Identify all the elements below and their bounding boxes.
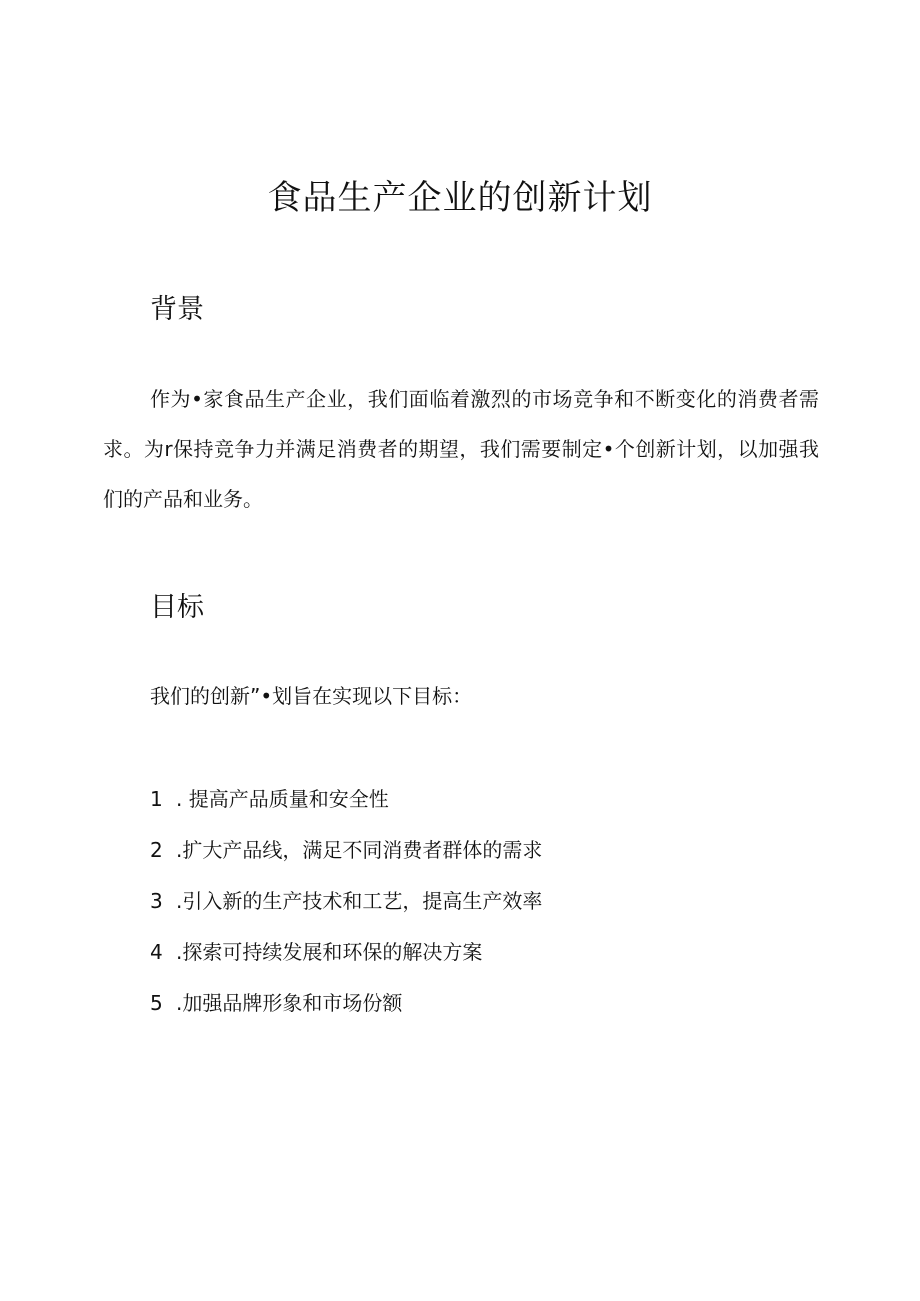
background-paragraph: 作为•家食品生产企业，我们面临着激烈的市场竞争和不断变化的消费者需求。为r保持竞争力并满足消费者的期望，我们需要制定•个创新计划，以加强我们的产品和业务。 bbox=[103, 387, 819, 511]
goal-number: 3 bbox=[150, 889, 163, 913]
goal-number: 2 bbox=[150, 838, 163, 862]
goals-intro: 我们的创新”•划旨在实现以下目标： bbox=[150, 684, 473, 708]
goal-number: 1 bbox=[150, 787, 163, 811]
goal-item bbox=[150, 933, 542, 984]
goal-text: .探索可持续发展和环保的解决方案 bbox=[176, 940, 483, 964]
goal-item bbox=[150, 831, 542, 882]
goal-text: .引入新的生产技术和工艺，提高生产效率 bbox=[176, 889, 543, 913]
goal-list bbox=[150, 780, 542, 1035]
document-title: 食品生产企业的创新计划 bbox=[267, 178, 653, 218]
section-heading-background: 背景 bbox=[150, 294, 204, 325]
section-heading-goals: 目标 bbox=[150, 592, 204, 623]
goal-text: . 提高产品质量和安全性 bbox=[176, 787, 389, 811]
goal-text: .扩大产品线，满足不同消费者群体的需求 bbox=[176, 838, 543, 862]
goal-item bbox=[150, 882, 542, 933]
goal-number: 5 bbox=[150, 991, 163, 1015]
goal-item bbox=[150, 780, 542, 831]
goal-number: 4 bbox=[150, 940, 163, 964]
goal-item bbox=[150, 984, 542, 1035]
goal-text: .加强品牌形象和市场份额 bbox=[176, 991, 403, 1015]
